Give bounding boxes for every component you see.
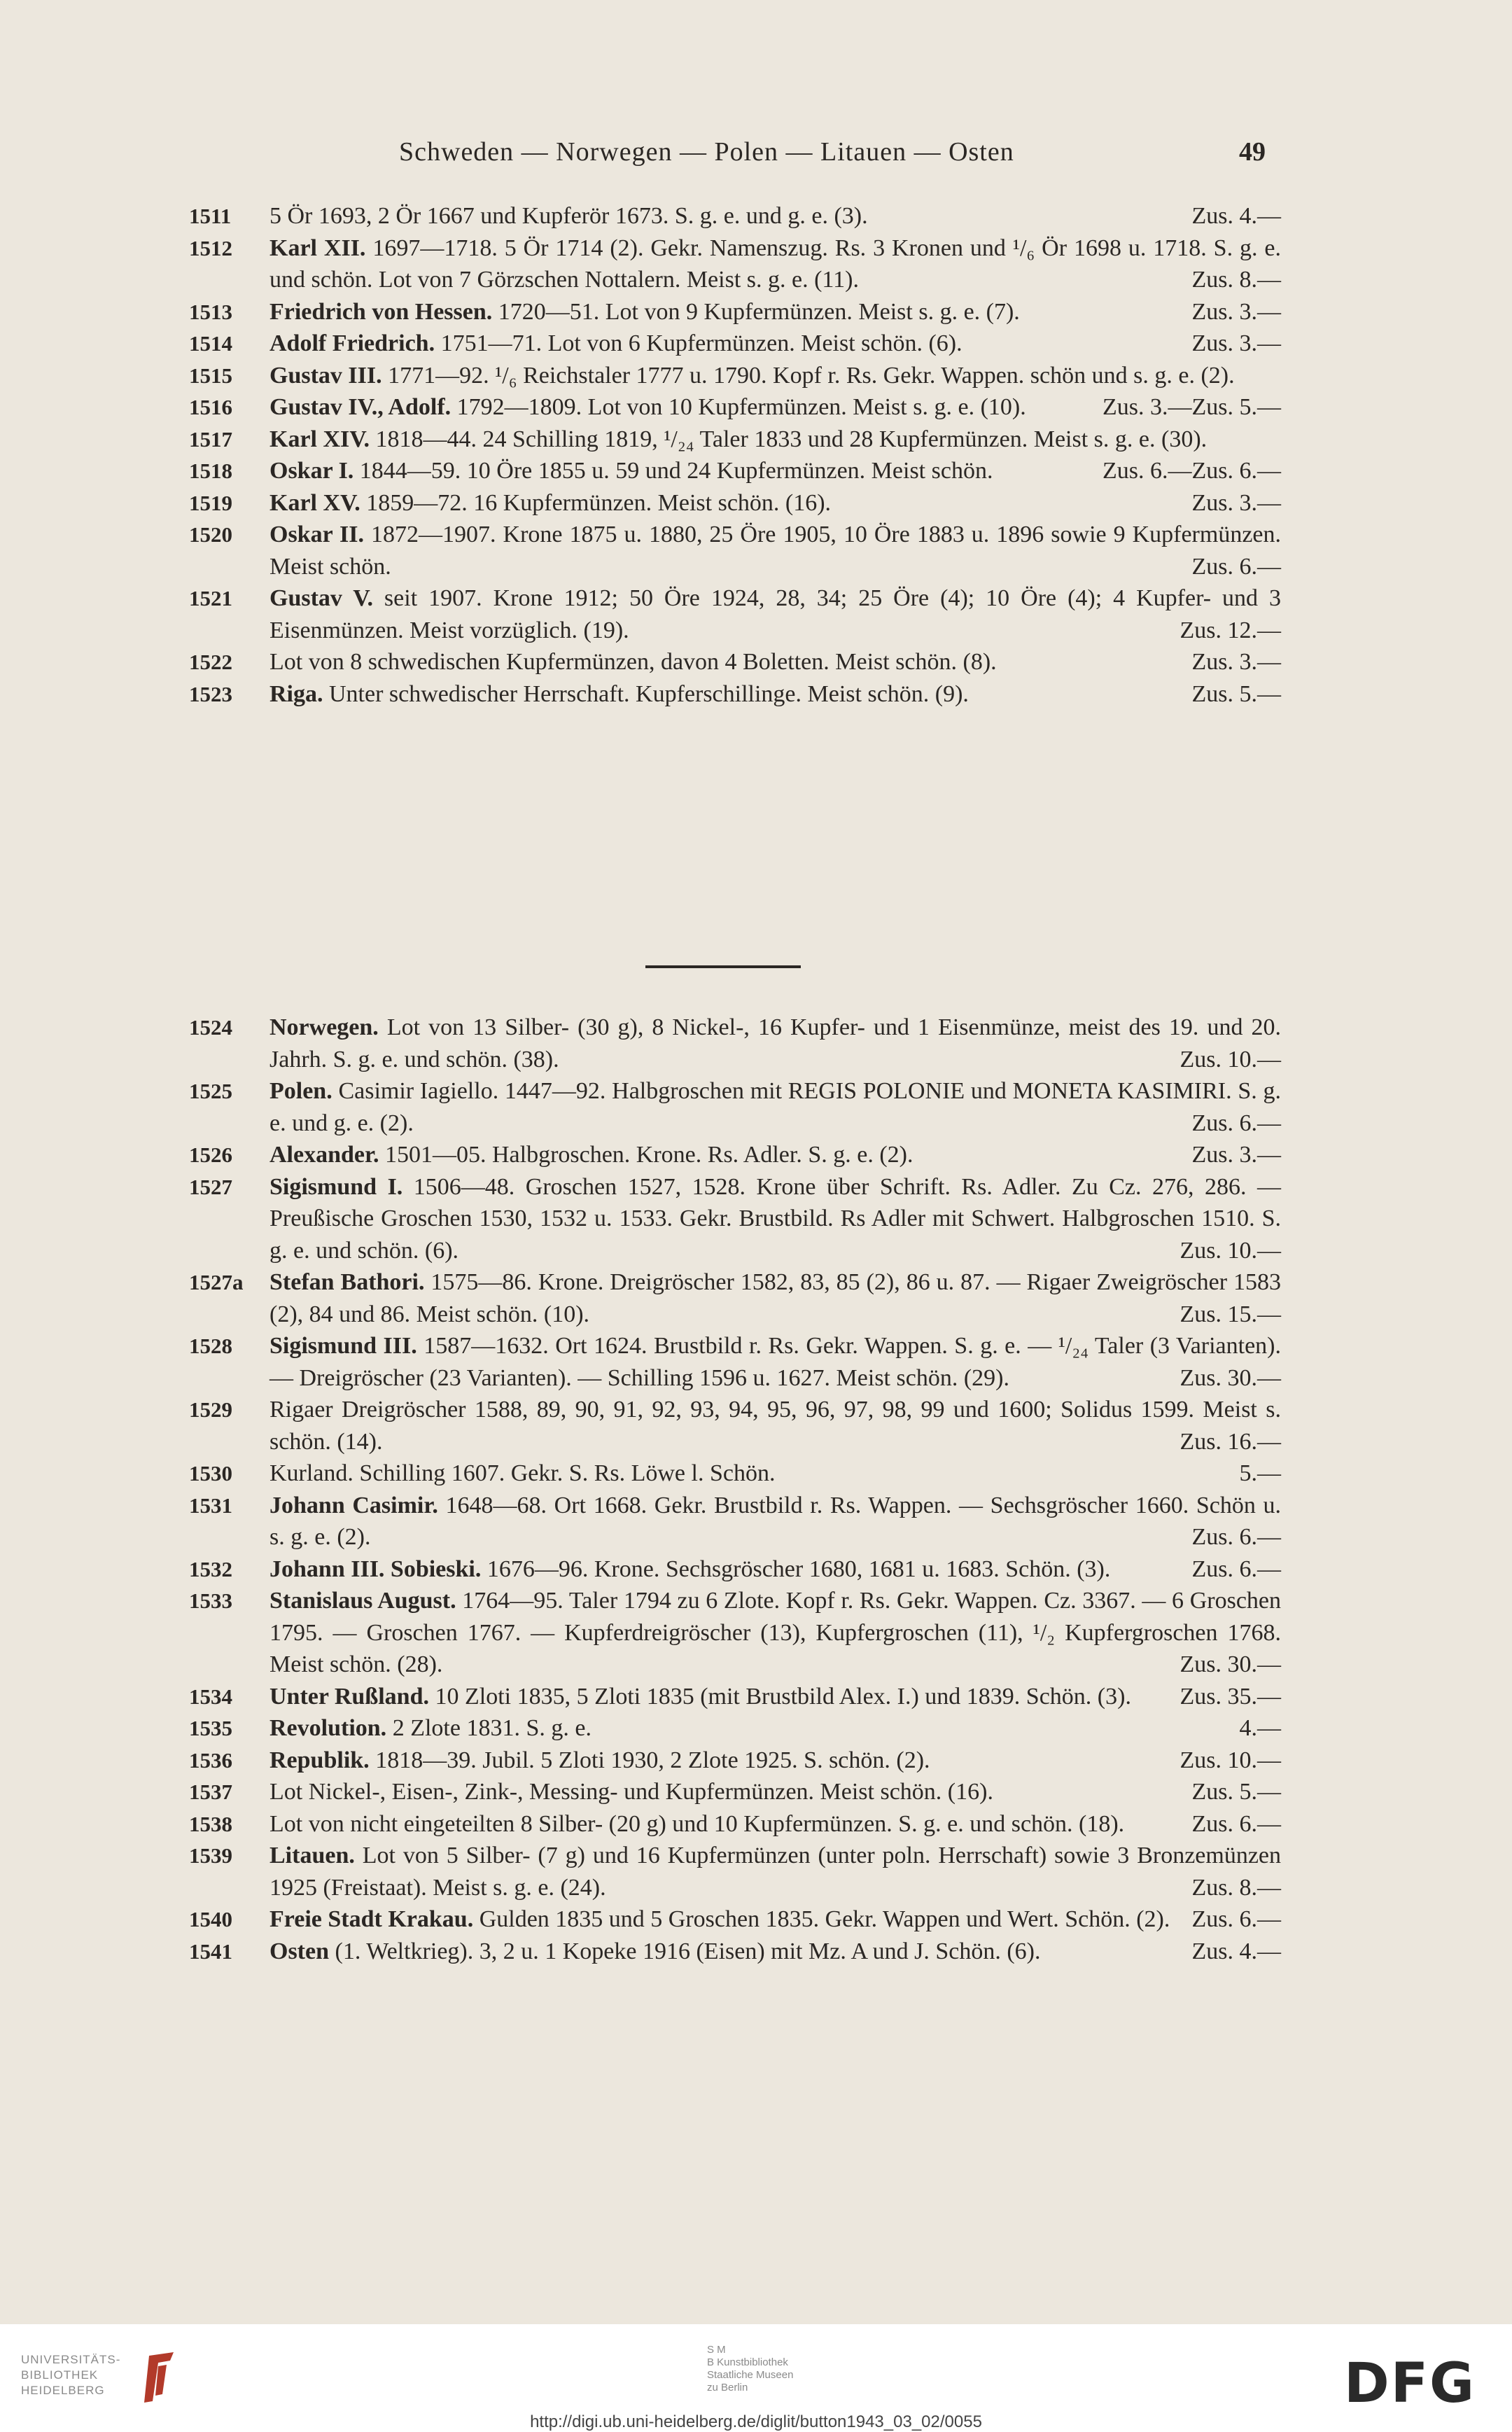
lot-heading: Gustav IV., Adolf. bbox=[270, 394, 451, 420]
lot-heading: Republik. bbox=[270, 1747, 370, 1773]
catalog-entry bbox=[189, 1394, 1281, 1458]
lot-price: Zus. 3.— bbox=[1191, 330, 1281, 356]
lot-number: 1514 bbox=[189, 331, 232, 356]
lot-heading: Freie Stadt Krakau. bbox=[270, 1906, 474, 1932]
lot-price: Zus. 30.— bbox=[1180, 1651, 1281, 1677]
lot-price: Zus. 8.— bbox=[1191, 1874, 1281, 1901]
lot-number: 1526 bbox=[189, 1142, 232, 1167]
lot-price: Zus. 30.— bbox=[1180, 1364, 1281, 1391]
lot-description: 1648—68. Ort 1668. Gekr. Brustbild r. Rs. Wappen. — Sechsgröscher 1660. Schön u. s. g. e. (2). bbox=[270, 1492, 1282, 1550]
lot-description: Rigaer Dreigröscher 1588, 89, 90, 91, 92, 93, 94, 95, 96, 97, 98, 99 und 1600; Solidus 1599. Meist s. schön. (14). bbox=[270, 1397, 1281, 1455]
lot-number: 1515 bbox=[189, 363, 232, 388]
catalog-entry bbox=[189, 1840, 1281, 1903]
lot-number: 1528 bbox=[189, 1334, 232, 1358]
lot-description: 1720—51. Lot von 9 Kupfermünzen. Meist s. g. e. (7). bbox=[492, 298, 1020, 325]
lot-heading: Revolution. bbox=[270, 1715, 387, 1741]
lot-number: 1517 bbox=[189, 426, 232, 452]
catalog-entry bbox=[189, 232, 1281, 296]
lot-heading: Litauen. bbox=[270, 1843, 355, 1868]
lot-number: 1529 bbox=[189, 1397, 232, 1422]
lot-number: 1519 bbox=[189, 490, 232, 515]
lot-number: 1538 bbox=[189, 1811, 232, 1836]
lot-number: 1540 bbox=[189, 1907, 232, 1931]
lot-description: 1818—39. Jubil. 5 Zloti 1930, 2 Zlote 1925. S. schön. (2). bbox=[369, 1747, 930, 1773]
page-header bbox=[0, 137, 1512, 179]
lot-description: 2 Zlote 1831. S. g. e. bbox=[386, 1715, 592, 1741]
lot-description: 1764—95. Taler 1794 zu 6 Zlote. Kopf r. Rs. Gekr. Wappen. Cz. 3367. — 6 Groschen 1795. — Groschen 1767. — Kupferdreigröscher (13), Kupfergroschen (11), ¹/₂ Kupfergroschen 1768. Meist schön. (28). bbox=[270, 1588, 1281, 1677]
lot-price: Zus. 35.— bbox=[1180, 1683, 1281, 1710]
lot-description: (1. Weltkrieg). 3, 2 u. 1 Kopeke 1916 (Eisen) mit Mz. A und J. Schön. (6). bbox=[329, 1938, 1041, 1964]
lot-price: Zus. 6.— bbox=[1191, 553, 1281, 580]
lot-description: 5 Ör 1693, 2 Ör 1667 und Kupferör 1673. S. g. e. und g. e. (3). bbox=[270, 203, 868, 229]
lot-heading: Stefan Bathori. bbox=[270, 1269, 425, 1295]
lot-description: Gulden 1835 und 5 Groschen 1835. Gekr. Wappen und Wert. Schön. (2). bbox=[473, 1906, 1170, 1932]
lot-number: 1539 bbox=[189, 1843, 232, 1868]
catalog-entry bbox=[189, 200, 1281, 232]
lot-heading: Polen. bbox=[270, 1078, 332, 1104]
catalog-entry bbox=[189, 519, 1281, 582]
catalog-entry bbox=[189, 296, 1281, 328]
lot-heading: Gustav III. bbox=[270, 362, 382, 389]
lot-price: 4.— bbox=[1239, 1715, 1281, 1741]
lot-price: Zus. 12.— bbox=[1180, 617, 1281, 643]
dfg-logo: DFG bbox=[1344, 2352, 1476, 2415]
catalog-entry bbox=[189, 328, 1281, 360]
lot-price: Zus. 6.— bbox=[1191, 1556, 1281, 1582]
catalog-entry bbox=[189, 487, 1281, 519]
smb-logo: S M B Kunstbibliothek Staatliche Museen zu Berlin bbox=[707, 2344, 794, 2393]
lot-description: Lot von 8 schwedischen Kupfermünzen, davon 4 Boletten. Meist schön. (8). bbox=[270, 649, 997, 675]
university-library-logo[interactable] bbox=[21, 2352, 189, 2408]
catalog-entry bbox=[189, 1490, 1281, 1553]
lot-number: 1527 bbox=[189, 1174, 232, 1199]
catalog-entry bbox=[189, 1712, 1281, 1745]
lot-number: 1523 bbox=[189, 681, 232, 706]
lot-number: 1521 bbox=[189, 586, 232, 610]
lot-price: Zus. 8.— bbox=[1191, 267, 1281, 293]
catalog-entry bbox=[189, 1139, 1281, 1171]
catalog-entry bbox=[189, 1266, 1281, 1330]
lot-price: Zus. 5.— bbox=[1191, 680, 1281, 707]
lot-description: 1751—71. Lot von 6 Kupfermünzen. Meist schön. (6). bbox=[435, 330, 962, 356]
catalog-entry bbox=[189, 1012, 1281, 1075]
lot-number: 1512 bbox=[189, 235, 232, 260]
lot-description: Kurland. Schilling 1607. Gekr. S. Rs. Löwe l. Schön. bbox=[270, 1460, 776, 1486]
lot-price: Zus. 15.— bbox=[1180, 1301, 1281, 1327]
lot-description: 1818—44. 24 Schilling 1819, ¹/₂₄ Taler 1833 und 28 Kupfermünzen. Meist s. g. e. (30). bbox=[369, 426, 1208, 452]
lot-description: Casimir Iagiello. 1447—92. Halbgroschen mit REGIS POLONIE und MONETA KASIMIRI. S. g. e. und g. e. (2). bbox=[270, 1078, 1281, 1136]
lot-description: 1697—1718. 5 Ör 1714 (2). Gekr. Namenszug. Rs. 3 Kronen und ¹/₆ Ör 1698 u. 1718. S. g. e. und schön. Lot von 7 Görzschen Nottalern. Meist s. g. e. (11). bbox=[270, 235, 1281, 293]
lot-heading: Karl XII. bbox=[270, 235, 366, 261]
lot-number: 1530 bbox=[189, 1461, 232, 1486]
lot-heading: Johann III. Sobieski. bbox=[270, 1556, 482, 1582]
lot-number: 1532 bbox=[189, 1556, 232, 1581]
lot-number: 1518 bbox=[189, 459, 232, 483]
lot-price: Zus. 10.— bbox=[1180, 1046, 1281, 1072]
catalog-entry bbox=[189, 1585, 1281, 1681]
lot-heading: Johann Casimir. bbox=[270, 1492, 438, 1518]
lot-number: 1536 bbox=[189, 1747, 232, 1773]
lot-number: 1531 bbox=[189, 1493, 232, 1518]
lot-price: Zus. 10.— bbox=[1180, 1747, 1281, 1773]
catalog-entry bbox=[189, 1458, 1281, 1490]
lot-description: 1506—48. Groschen 1527, 1528. Krone über Schrift. Rs. Adler. Zu Cz. 276, 286. — Preußische Groschen 1530, 1532 u. 1533. Gekr. Brustbild. Rs Adler mit Schwert. Halbgroschen 1510. S. g. e. und schön. (6). bbox=[270, 1173, 1281, 1264]
catalog-entry bbox=[189, 646, 1281, 678]
lot-price: Zus. 4.— bbox=[1191, 203, 1281, 229]
lot-price: 5.— bbox=[1239, 1460, 1281, 1486]
catalog-entry bbox=[189, 1681, 1281, 1713]
lot-heading: Adolf Friedrich. bbox=[270, 330, 435, 356]
catalog-entry bbox=[189, 582, 1281, 646]
lot-number: 1524 bbox=[189, 1015, 232, 1040]
lot-number: 1533 bbox=[189, 1588, 232, 1613]
ub-line3: HEIDELBERG bbox=[21, 2384, 105, 2397]
lot-description: 1792—1809. Lot von 10 Kupfermünzen. Meist s. g. e. (10). bbox=[451, 394, 1026, 420]
lot-description: Lot von 5 Silber- (7 g) und 16 Kupfermünzen (unter poln. Herrschaft) sowie 3 Bronzemünzen 1925 (Freistaat). Meist s. g. e. (24). bbox=[270, 1843, 1281, 1901]
section-divider bbox=[645, 965, 801, 968]
lot-description: 1859—72. 16 Kupfermünzen. Meist schön. (16). bbox=[360, 489, 832, 516]
lot-number: 1534 bbox=[189, 1684, 232, 1709]
lot-description: Unter schwedischer Herrschaft. Kupferschillinge. Meist schön. (9). bbox=[323, 680, 969, 707]
lot-price: Zus. 16.— bbox=[1180, 1428, 1281, 1455]
page-footer bbox=[0, 2324, 1512, 2432]
ub-line2: BIBLIOTHEK bbox=[21, 2368, 99, 2382]
lot-description: Lot von nicht eingeteilten 8 Silber- (20 g) und 10 Kupfermünzen. S. g. e. und schön. (18). bbox=[270, 1810, 1125, 1837]
lot-description: 10 Zloti 1835, 5 Zloti 1835 (mit Brustbild Alex. I.) und 1839. Schön. (3). bbox=[429, 1683, 1131, 1710]
lot-price: Zus. 3.— bbox=[1191, 298, 1281, 325]
lot-heading: Gustav V. bbox=[270, 585, 373, 611]
ub-line1: UNIVERSITÄTS- bbox=[21, 2353, 121, 2366]
lot-price: Zus. 3.— bbox=[1191, 1142, 1281, 1168]
catalog-entry bbox=[189, 455, 1281, 487]
lot-price: Zus. 5.— bbox=[1191, 1779, 1281, 1805]
lot-description: 1676—96. Krone. Sechsgröscher 1680, 1681 u. 1683. Schön. (3). bbox=[481, 1556, 1111, 1582]
lot-number: 1537 bbox=[189, 1780, 232, 1804]
lot-heading: Sigismund III. bbox=[270, 1333, 417, 1359]
catalog-entry bbox=[189, 1075, 1281, 1139]
lot-heading: Norwegen. bbox=[270, 1014, 379, 1040]
catalog-entry bbox=[189, 1745, 1281, 1777]
lot-price: Zus. 6.— bbox=[1191, 1906, 1281, 1932]
lot-price: Zus. 6.— bbox=[1102, 458, 1192, 484]
lot-price: Zus. 6.— bbox=[1191, 1810, 1281, 1837]
lot-price: Zus. 6.— bbox=[1191, 458, 1281, 484]
lot-description: 1872—1907. Krone 1875 u. 1880, 25 Öre 1905, 10 Öre 1883 u. 1896 sowie 9 Kupfermünzen. Meist schön. bbox=[270, 522, 1282, 580]
lot-description: 1771—92. ¹/₆ Reichstaler 1777 u. 1790. Kopf r. Rs. Gekr. Wappen. schön und s. g. e. (2). bbox=[382, 362, 1235, 389]
entry-list-poland bbox=[189, 1012, 1281, 1967]
lot-heading: Riga. bbox=[270, 680, 323, 707]
lot-heading: Alexander. bbox=[270, 1142, 379, 1168]
lot-number: 1525 bbox=[189, 1079, 232, 1103]
lot-heading: Oskar I. bbox=[270, 458, 354, 484]
lot-price: Zus. 5.— bbox=[1191, 394, 1281, 420]
lot-heading: Karl XIV. bbox=[270, 426, 370, 452]
catalog-entry bbox=[189, 678, 1281, 711]
lot-number: 1535 bbox=[189, 1716, 232, 1740]
lot-price: Zus. 3.— bbox=[1191, 489, 1281, 516]
lot-heading: Osten bbox=[270, 1938, 329, 1964]
catalog-entry bbox=[189, 1936, 1281, 1968]
lot-heading: Stanislaus August. bbox=[270, 1588, 456, 1614]
catalog-entry bbox=[189, 1171, 1281, 1267]
catalog-entry bbox=[189, 1903, 1281, 1936]
lot-description: Lot von 13 Silber- (30 g), 8 Nickel-, 16 Kupfer- und 1 Eisenmünze, meist des 19. und 20. Jahrh. S. g. e. und schön. (38). bbox=[270, 1014, 1281, 1072]
lot-number: 1516 bbox=[189, 395, 232, 419]
lot-price: Zus. 3.— bbox=[1191, 649, 1281, 675]
lot-heading: Sigismund I. bbox=[270, 1173, 403, 1200]
running-title: Schweden — Norwegen — Polen — Litauen — Osten bbox=[399, 137, 1014, 167]
lot-number: 1513 bbox=[189, 299, 232, 324]
lot-description: 1575—86. Krone. Dreigröscher 1582, 83, 85 (2), 86 u. 87. — Rigaer Zweigröscher 1583 (2), 84 und 86. Meist schön. (10). bbox=[270, 1269, 1281, 1327]
page-number: 49 bbox=[1239, 137, 1266, 167]
lot-number: 1522 bbox=[189, 650, 232, 674]
lot-heading: Oskar II. bbox=[270, 522, 365, 547]
lot-number: 1541 bbox=[189, 1938, 232, 1964]
entry-list-sweden bbox=[189, 200, 1281, 710]
source-url-link[interactable]: http://digi.ub.uni-heidelberg.de/diglit/button1943_03_02/0055 bbox=[530, 2412, 982, 2431]
lot-heading: Unter Rußland. bbox=[270, 1683, 429, 1710]
lot-number: 1520 bbox=[189, 522, 232, 547]
lot-price: Zus. 4.— bbox=[1191, 1938, 1281, 1964]
catalog-entry bbox=[189, 1808, 1281, 1840]
lot-heading: Karl XV. bbox=[270, 489, 360, 516]
lot-description: 1501—05. Halbgroschen. Krone. Rs. Adler. S. g. e. (2). bbox=[379, 1142, 913, 1168]
lot-number: 1527a bbox=[189, 1270, 244, 1294]
lot-price: Zus. 6.— bbox=[1191, 1524, 1281, 1550]
lot-description: Lot Nickel-, Eisen-, Zink-, Messing- und Kupfermünzen. Meist schön. (16). bbox=[270, 1779, 993, 1805]
lot-price: Zus. 10.— bbox=[1180, 1237, 1281, 1264]
catalog-entry bbox=[189, 391, 1281, 424]
catalog-entry bbox=[189, 1776, 1281, 1808]
lot-description: 1587—1632. Ort 1624. Brustbild r. Rs. Gekr. Wappen. S. g. e. — ¹/₂₄ Taler (3 Varianten). — Dreigröscher (23 Varianten). — Schilling 1596 u. 1627. Meist schön. (29). bbox=[270, 1333, 1282, 1391]
catalog-entry bbox=[189, 1330, 1281, 1394]
lot-heading: Friedrich von Hessen. bbox=[270, 298, 493, 325]
lot-description: seit 1907. Krone 1912; 50 Öre 1924, 28, 34; 25 Öre (4); 10 Öre (4); 4 Kupfer- und 3 Eisenmünzen. Meist vorzüglich. (19). bbox=[270, 585, 1282, 643]
catalog-entry bbox=[189, 1553, 1281, 1586]
lot-price: Zus. 3.— bbox=[1102, 394, 1192, 420]
lot-number: 1511 bbox=[189, 204, 232, 228]
lot-description: 1844—59. 10 Öre 1855 u. 59 und 24 Kupfermünzen. Meist schön. bbox=[354, 458, 993, 484]
lot-price: Zus. 6.— bbox=[1191, 1110, 1281, 1136]
ub-mark-icon bbox=[139, 2352, 181, 2405]
